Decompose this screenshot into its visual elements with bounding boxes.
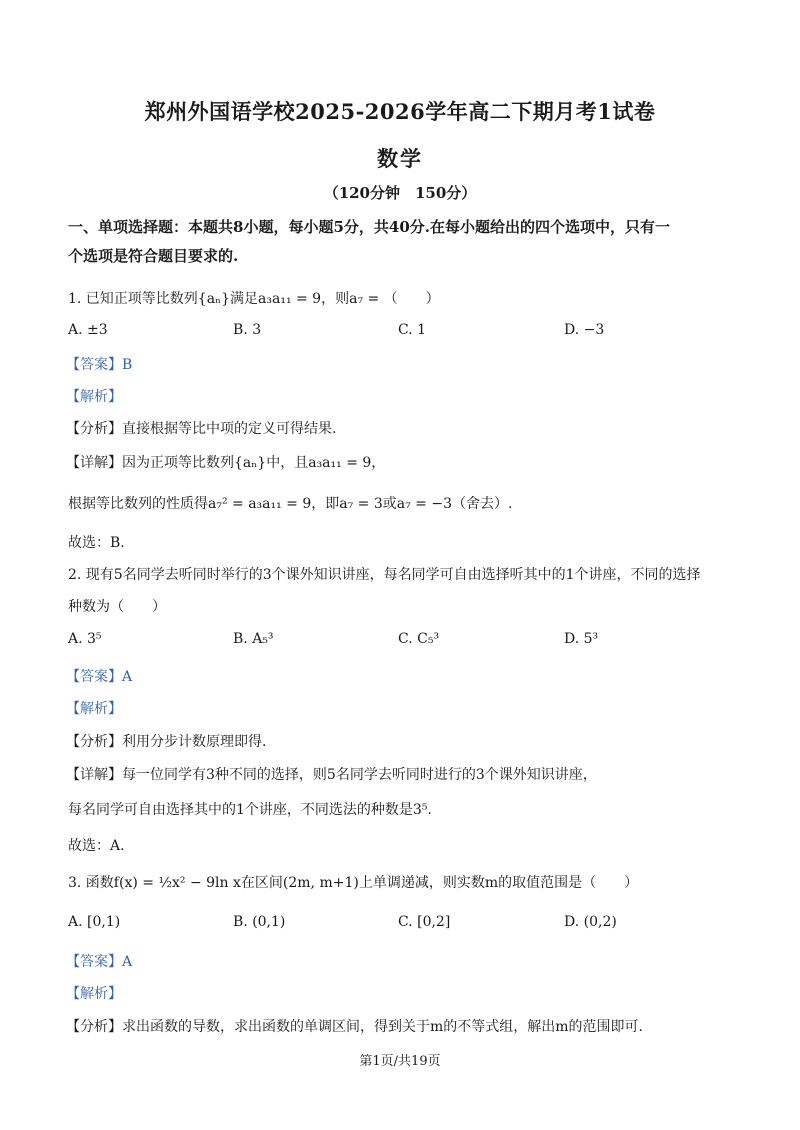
q3-option-d: D. (0,2): [564, 914, 617, 930]
q2-option-a: A. 3⁵: [68, 631, 102, 647]
q1-option-b: B. 3: [233, 322, 262, 338]
subject-title: 数学: [377, 146, 423, 171]
section-heading-line2: 个选项是符合题目要求的.: [68, 247, 239, 265]
q2-xiangjie: 【详解】每一位同学有3种不同的选择，则5名同学去听同时进行的3个课外知识讲座，: [66, 767, 597, 783]
q1-stem: 1. 已知正项等比数列{aₙ}满足a₃a₁₁ = 9，则a₇ = （ ）: [68, 291, 440, 307]
q1-answer: 【答案】B: [66, 357, 133, 373]
q3-option-b: B. (0,1): [233, 914, 286, 930]
exam-title: 郑州外国语学校2025-2026学年高二下期月考1试卷: [144, 99, 656, 124]
q3-option-a: A. [0,1): [68, 914, 121, 930]
q1-option-d: D. −3: [564, 322, 605, 338]
q1-fenxi: 【分析】直接根据等比中项的定义可得结果.: [66, 421, 337, 437]
q1-option-a: A. ±3: [68, 322, 108, 338]
section-heading-line1: 一、单项选择题：本题共8小题，每小题5分，共40分.在每小题给出的四个选项中，只有一: [68, 218, 670, 236]
q2-answer: 【答案】A: [66, 669, 133, 685]
q2-stem-line2: 种数为（ ）: [68, 599, 166, 615]
time-score: （120分钟 150分）: [323, 184, 477, 202]
q3-answer: 【答案】A: [66, 954, 133, 970]
q3-stem: 3. 函数f(x) = ½x² − 9ln x在区间(2m, m+1)上单调递减，则实数m的取值范围是（ ）: [68, 875, 639, 891]
q2-choice: 故选：A.: [68, 838, 125, 854]
q3-option-c: C. [0,2]: [398, 914, 451, 930]
q1-reasoning: 根据等比数列的性质得a₇² = a₃a₁₁ = 9，即a₇ = 3或a₇ = −3（舍去）.: [68, 496, 513, 512]
q2-option-d: D. 5³: [564, 631, 599, 647]
q1-analysis-tag: 【解析】: [66, 389, 122, 405]
q2-analysis-tag: 【解析】: [66, 701, 122, 717]
q1-xiangjie: 【详解】因为正项等比数列{aₙ}中，且a₃a₁₁ = 9，: [66, 455, 386, 471]
q3-analysis-tag: 【解析】: [66, 986, 122, 1002]
q2-option-c: C. C₅³: [398, 631, 440, 647]
q3-fenxi: 【分析】求出函数的导数，求出函数的单调区间，得到关于m的不等式组，解出m的范围即可.: [66, 1019, 643, 1035]
page-footer: 第1页/共19页: [359, 1054, 441, 1069]
q2-option-b: B. A₅³: [233, 631, 274, 647]
q2-reasoning: 每名同学可自由选择其中的1个讲座，不同选法的种数是3⁵.: [68, 802, 432, 818]
q1-option-c: C. 1: [398, 322, 427, 338]
q2-fenxi: 【分析】利用分步计数原理即得.: [66, 734, 267, 750]
q1-choice: 故选：B.: [68, 535, 125, 551]
q2-stem-line1: 2. 现有5名同学去听同时举行的3个课外知识讲座，每名同学可自由选择听其中的1个讲座，不同的选择: [68, 567, 701, 583]
